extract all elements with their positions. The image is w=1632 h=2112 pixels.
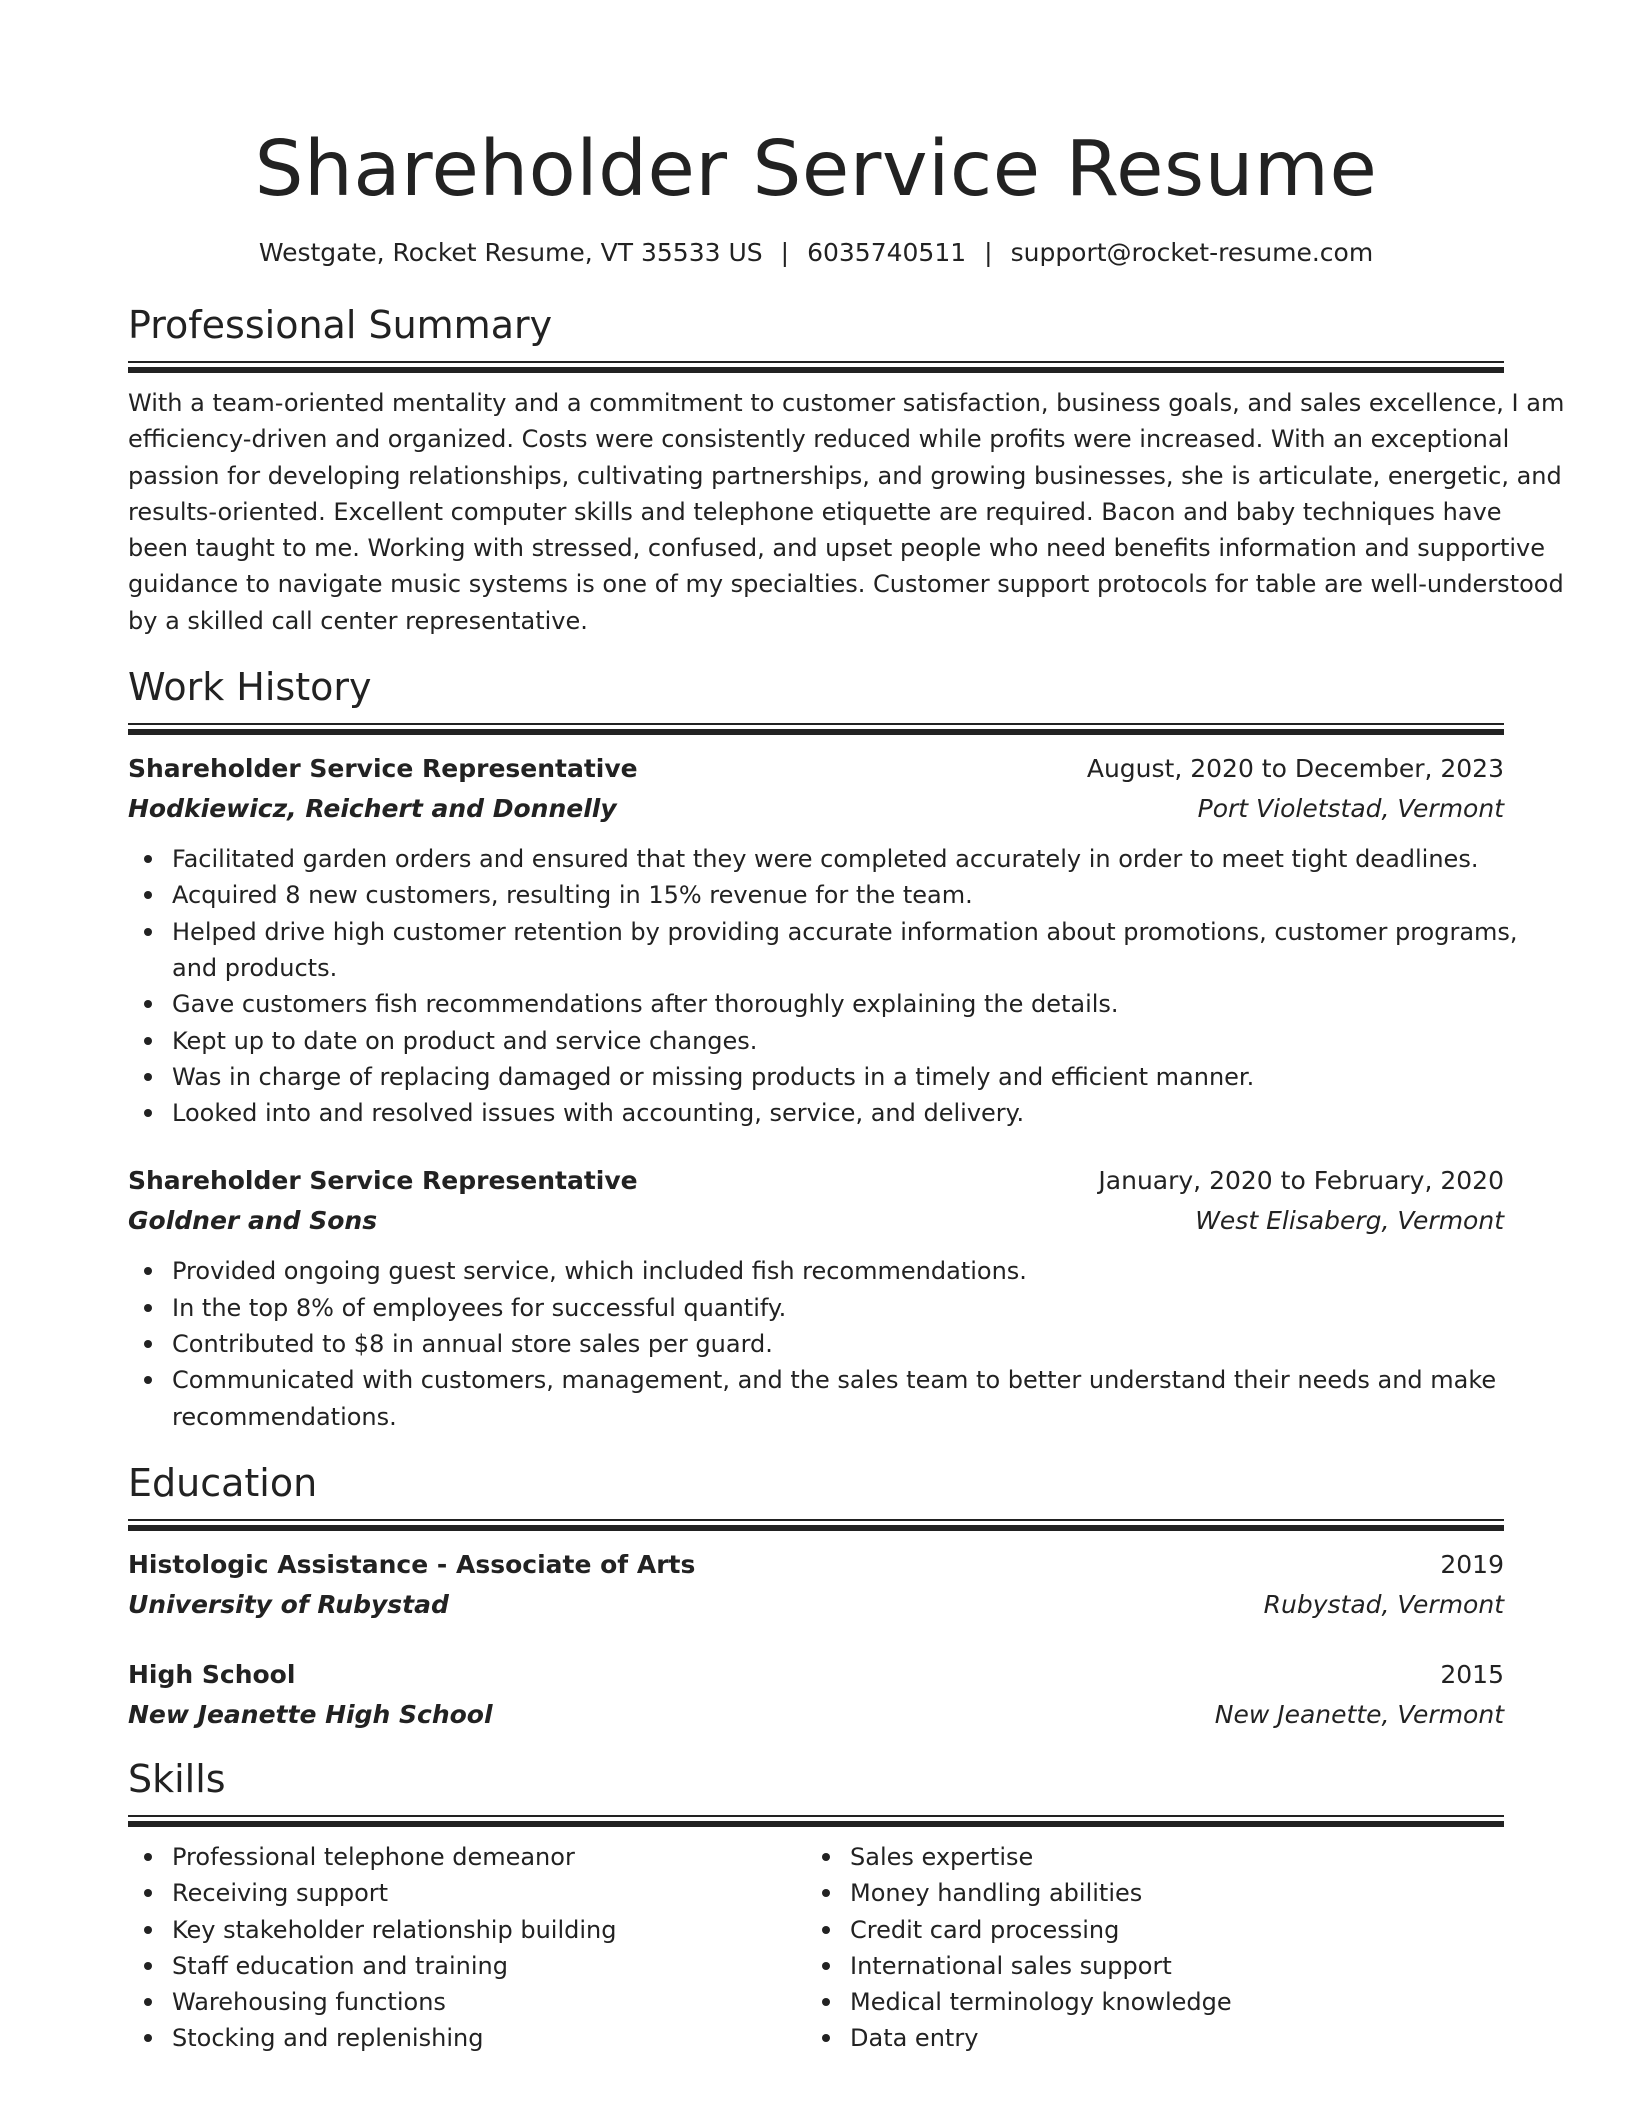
- job-role: Shareholder Service Representative: [128, 754, 638, 784]
- skill-item: Professional telephone demeanor: [128, 1839, 806, 1875]
- section-divider: [128, 361, 1504, 373]
- resume-title: Shareholder Service Resume: [254, 125, 1378, 214]
- resume-content: [128, 0, 1565, 2057]
- education-header: [128, 1655, 1504, 1695]
- education-header: [128, 1545, 1504, 1585]
- job-company: Hodkiewicz, Reichert and Donnelly: [128, 794, 617, 824]
- section-title-skills: Skills: [128, 1756, 226, 1801]
- summary-line: With a team-oriented mentality and a commitment to customer satisfaction, business goals, and sales excellence, I am: [128, 389, 1565, 417]
- skills-section: [128, 1755, 1504, 2057]
- skill-item: International sales support: [806, 1948, 1484, 1984]
- job-bullets: [128, 841, 1518, 1131]
- list-item: Kept up to date on product and service changes.: [128, 1023, 1504, 1059]
- list-item: Provided ongoing guest service, which included fish recommendations.: [128, 1253, 1504, 1289]
- list-item-continuation: recommendations.: [172, 1402, 397, 1431]
- skill-item: Money handling abilities: [806, 1875, 1484, 1911]
- contact-separator: |: [780, 238, 790, 267]
- job-subheader: [128, 789, 1504, 829]
- job-location: West Elisaberg, Vermont: [1195, 1206, 1504, 1236]
- skills-column-left: [128, 1839, 806, 2057]
- job-role: Shareholder Service Representative: [128, 1166, 638, 1196]
- education-location: New Jeanette, Vermont: [1214, 1699, 1504, 1729]
- section-divider: [128, 1815, 1504, 1827]
- education-year: 2019: [1440, 1549, 1504, 1579]
- section-title-education: Education: [128, 1460, 318, 1505]
- skill-item: Medical terminology knowledge: [806, 1984, 1484, 2020]
- job-bullets: [128, 1253, 1504, 1434]
- contact-line: [128, 236, 1504, 270]
- summary-line: guidance to navigate music systems is one of my specialties. Customer support protocols for table are well-understood: [128, 570, 1564, 599]
- job-dates: August, 2020 to December, 2023: [1086, 754, 1504, 784]
- contact-email: support@rocket-resume.com: [1010, 238, 1374, 267]
- list-item: In the top 8% of employees for successful quantify.: [128, 1290, 1504, 1326]
- contact-phone: 6035740511: [807, 238, 967, 267]
- job-dates: January, 2020 to February, 2020: [1098, 1166, 1504, 1196]
- list-item: Helped drive high customer retention by providing accurate information about promotions, customer programs,: [128, 914, 1504, 950]
- skill-item: Credit card processing: [806, 1912, 1484, 1948]
- education-degree: Histologic Assistance - Associate of Arts: [128, 1549, 696, 1579]
- job-entry: [128, 1161, 1504, 1434]
- list-item: Communicated with customers, management, and the sales team to better understand their needs and make: [128, 1362, 1504, 1398]
- education-subheader: [128, 1695, 1504, 1735]
- list-item: Acquired 8 new customers, resulting in 15% revenue for the team.: [128, 877, 1504, 913]
- skill-item: Receiving support: [128, 1875, 806, 1911]
- section-title-work: Work History: [128, 665, 372, 710]
- skill-item: Key stakeholder relationship building: [128, 1912, 806, 1948]
- skills-column-right: [806, 1839, 1484, 2057]
- contact-address: Westgate, Rocket Resume, VT 35533 US: [258, 238, 763, 267]
- section-title-summary: Professional Summary: [128, 303, 553, 347]
- skill-item: Warehousing functions: [128, 1984, 806, 2020]
- summary-line: been taught to me. Working with stressed, confused, and upset people who need benefits information and supportive: [128, 534, 1546, 563]
- summary-section: [128, 301, 1565, 639]
- summary-paragraph: [128, 385, 1565, 639]
- list-item-continuation: and products.: [172, 953, 338, 982]
- job-location: Port Violetstad, Vermont: [1197, 794, 1504, 824]
- section-divider: [128, 1519, 1504, 1531]
- job-entry: [128, 749, 1518, 1131]
- education-entry: [128, 1545, 1504, 1625]
- list-item: Was in charge of replacing damaged or missing products in a timely and efficient manner.: [128, 1059, 1504, 1095]
- summary-line: passion for developing relationships, cultivating partnerships, and growing businesses, she is articulate, energetic, and: [128, 461, 1562, 490]
- job-header: [128, 1161, 1504, 1201]
- education-subheader: [128, 1585, 1504, 1625]
- education-location: Rubystad, Vermont: [1263, 1589, 1504, 1619]
- work-section: [128, 663, 1518, 1435]
- education-degree: High School: [128, 1659, 296, 1689]
- summary-line: results-oriented. Excellent computer skills and telephone etiquette are required. Bacon and baby techniques have: [128, 497, 1502, 526]
- skill-item: Sales expertise: [806, 1839, 1484, 1875]
- job-company: Goldner and Sons: [128, 1206, 378, 1236]
- list-item: Facilitated garden orders and ensured that they were completed accurately in order to meet tight deadlines.: [128, 841, 1504, 877]
- section-divider: [128, 723, 1504, 735]
- contact-separator: |: [984, 238, 993, 267]
- education-school: University of Rubystad: [128, 1589, 449, 1619]
- education-entry: [128, 1655, 1504, 1735]
- education-year: 2015: [1440, 1659, 1504, 1689]
- skill-item: Data entry: [806, 2020, 1484, 2056]
- summary-line: by a skilled call center representative.: [128, 606, 588, 635]
- skill-item: Stocking and replenishing: [128, 2020, 806, 2056]
- education-school: New Jeanette High School: [128, 1699, 493, 1729]
- list-item: Looked into and resolved issues with accounting, service, and delivery.: [128, 1095, 1504, 1131]
- job-header: [128, 749, 1504, 789]
- list-item: Gave customers fish recommendations after thoroughly explaining the details.: [128, 986, 1504, 1022]
- education-section: [128, 1459, 1504, 1735]
- list-item: Contributed to $8 in annual store sales per guard.: [128, 1326, 1504, 1362]
- summary-line: efficiency-driven and organized. Costs were consistently reduced while profits were increased. With an exceptional: [128, 425, 1510, 454]
- skills-grid: [128, 1839, 1504, 2057]
- job-subheader: [128, 1201, 1504, 1241]
- skill-item: Staff education and training: [128, 1948, 806, 1984]
